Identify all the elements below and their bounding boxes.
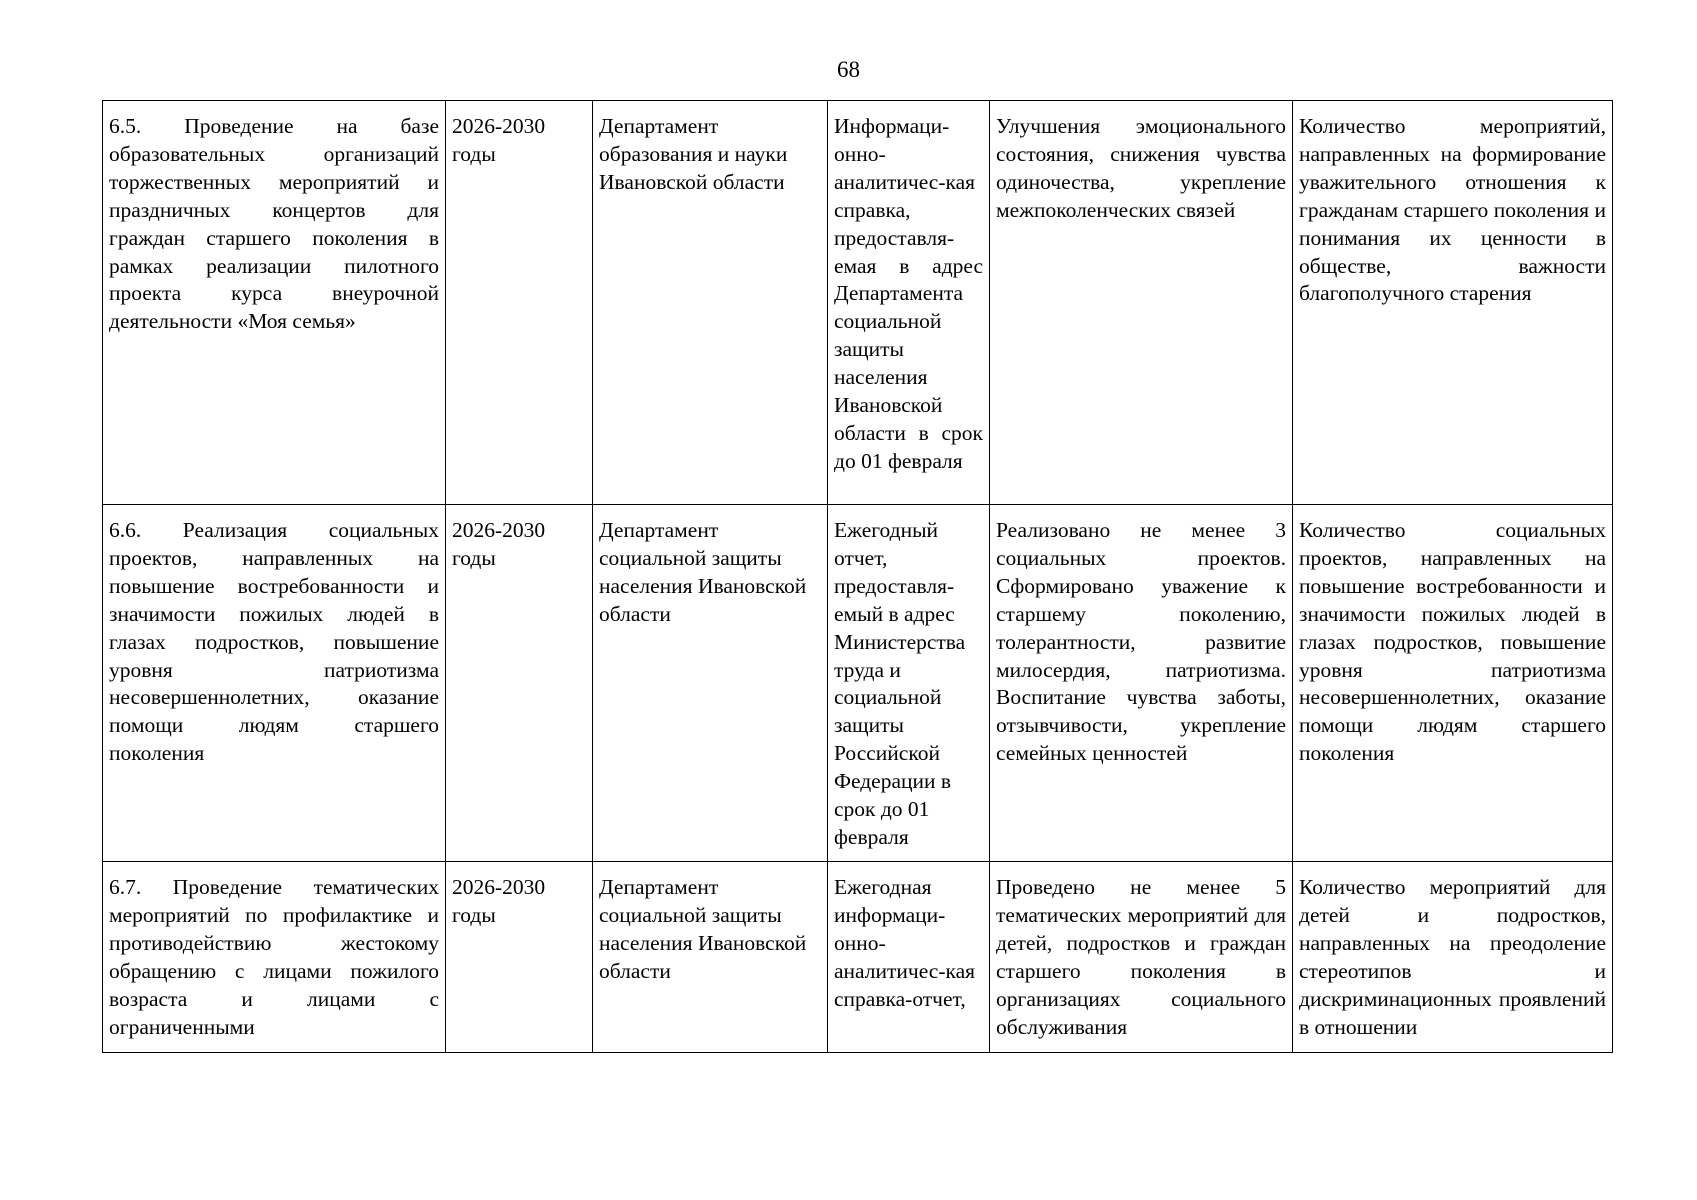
executor-cell: Департамент социальной защиты населения Ивановской области [593, 505, 828, 862]
activity-cell: 6.6. Реализация социальных проектов, направленных на повышение востребованности и значимости пожилых людей в глазах подростков, повышение уровня патриотизма несовершеннолетних, оказание помощи людям старшего поколения [103, 505, 446, 862]
activity-cell: 6.7. Проведение тематических мероприятий по профилактике и противодействию жестокому обращению с лицами пожилого возраста и лицами с ограниченными [103, 862, 446, 1053]
page-number: 68 [837, 57, 860, 82]
table-row [103, 862, 1613, 1053]
executor-cell: Департамент социальной защиты населения Ивановской области [593, 862, 828, 1053]
table-row [103, 101, 1613, 505]
report-cell: Ежегодная информаци-онно-аналитичес-кая справка-отчет, [828, 862, 990, 1053]
report-cell: Ежегодный отчет, предоставля-емый в адрес Министерства труда и социальной защиты Российской Федерации в срок до 01 февраля [828, 505, 990, 862]
result-cell: Реализовано не менее 3 социальных проектов. Сформировано уважение к старшему поколению, толерантности, развитие милосердия, патриотизма. Воспитание чувства заботы, отзывчивости, укрепление семейных ценностей [990, 505, 1293, 862]
period-cell: 2026-2030 годы [446, 862, 593, 1053]
indicator-cell: Количество социальных проектов, направленных на повышение востребованности и значимости пожилых людей в глазах подростков, повышение уровня патриотизма несовершеннолетних, оказание помощи людям старшего поколения [1293, 505, 1613, 862]
activity-cell: 6.5. Проведение на базе образовательных организаций торжественных мероприятий и праздничных концертов для граждан старшего поколения в рамках реализации пилотного проекта курса внеурочной деятельности «Моя семья» [103, 101, 446, 505]
report-cell: Информаци-онно-аналитичес-кая справка, предоставля-емая в адрес Департамента социальной защиты населения Ивановской области в срок до 01 февраля [828, 101, 990, 505]
executor-cell: Департамент образования и науки Ивановской области [593, 101, 828, 505]
indicator-cell: Количество мероприятий для детей и подростков, направленных на преодоление стереотипов и дискриминационных проявлений в отношении [1293, 862, 1613, 1053]
period-cell: 2026-2030 годы [446, 505, 593, 862]
activities-table [102, 100, 1613, 1053]
result-cell: Проведено не менее 5 тематических мероприятий для детей, подростков и граждан старшего поколения в организациях социального обслуживания [990, 862, 1293, 1053]
table-row [103, 505, 1613, 862]
indicator-cell: Количество мероприятий, направленных на формирование уважительного отношения к гражданам старшего поколения и понимания их ценности в обществе, важности благополучного старения [1293, 101, 1613, 505]
result-cell: Улучшения эмоционального состояния, снижения чувства одиночества, укрепление межпоколенческих связей [990, 101, 1293, 505]
period-cell: 2026-2030 годы [446, 101, 593, 505]
